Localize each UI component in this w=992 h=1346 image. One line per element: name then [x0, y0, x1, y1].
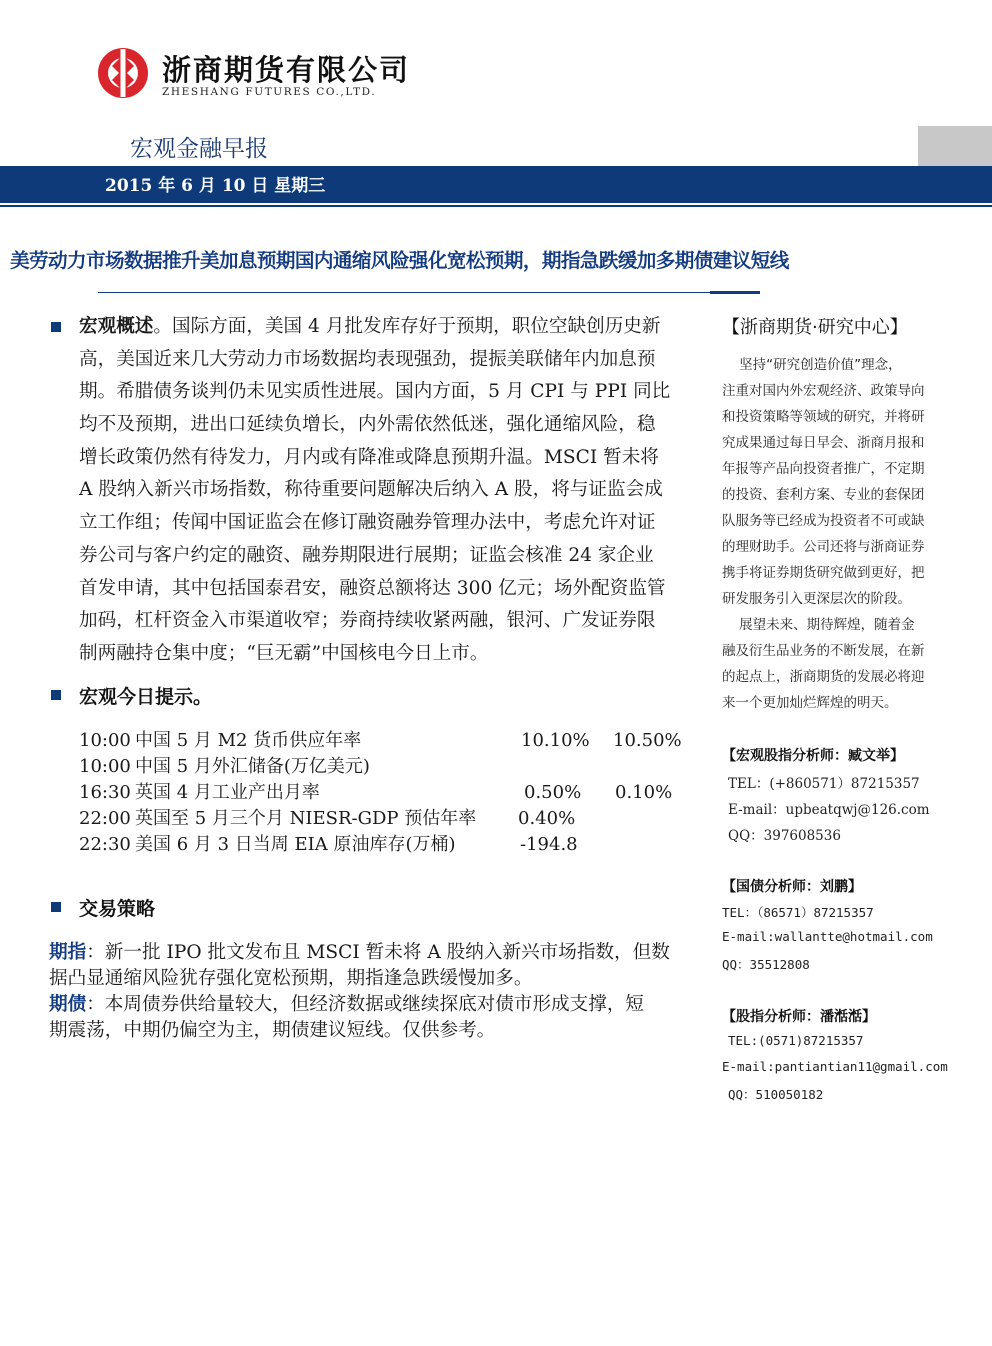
- strategy-index-futures: 期指：新一批 IPO 批文发布且 MSCI 暂未将 A 股纳入新兴市场指数，但数 据凸显通缩风险犹存强化宽松预期，期指逢急跌缓慢加多。: [49, 942, 670, 989]
- event-previous: 10.10%: [521, 730, 590, 751]
- overview-line: 首发申请，其中包括国泰君安，融资总额将达 300 亿元；场外配资监管: [79, 577, 666, 599]
- headline: 美劳动力市场数据推升美加息预期国内通缩风险强化宽松预期，期指急跌缓加多期债建议短线: [10, 249, 789, 272]
- divider: [98, 292, 710, 293]
- overview-line: 宏观概述。国际方面，美国 4 月批发库存好于预期，职位空缺创历史新: [79, 316, 661, 337]
- company-name-cn: 浙商期货有限公司: [162, 53, 411, 87]
- overview-line: 制两融持仓集中度；“巨无霸”中国核电今日上市。: [79, 642, 489, 664]
- overview-line: 均不及预期，进出口延续负增长，内外需依然低迷，强化通缩风险，稳: [79, 414, 656, 436]
- analyst-title: 【股指分析师：潘湉湉】: [722, 1009, 876, 1025]
- divider: [710, 291, 760, 294]
- event-forecast: 10.50%: [613, 730, 682, 751]
- analyst-qq: QQ：397608536: [728, 828, 841, 844]
- section-heading-today: 宏观今日提示。: [79, 686, 213, 708]
- research-center-intro: 坚持“研究创造价值”理念， 注重对国内外宏观经济、政策导向 和投资策略等领域的研究，并将研 究成果通过每日早会、浙商月报和 年报等产品向投资者推广，不定期 的投资、套利方案、专业的套保团 队服务等已经成为投资者不可或缺 的理财助手。公司还将与浙商证券 携手将证券期货研究做到更好，把 研发服务引入更深层次的阶段。 展望未来、期待辉煌，随着金 融及衍生品业务的不断发展，在新 的起点上，浙商期货的发展必将迎 来一个更加灿烂辉煌的明天。: [722, 357, 925, 711]
- event-name: 中国 5 月外汇储备(万亿美元): [135, 756, 370, 777]
- overview-heading: 宏观概述: [79, 316, 154, 337]
- bullet-icon: [51, 902, 61, 912]
- event-name: 英国 4 月工业产出月率: [135, 782, 320, 803]
- analyst-title: 【宏观股指分析师：臧文举】: [722, 748, 904, 764]
- overview-line: A 股纳入新兴市场指数，称待重要问题解决后纳入 A 股，将与证监会成: [79, 479, 663, 501]
- section-heading-strategy: 交易策略: [79, 898, 156, 920]
- analyst-email[interactable]: E-mail:wallantte@hotmail.com: [722, 929, 933, 944]
- bullet-icon: [51, 322, 61, 332]
- analyst-email[interactable]: E-mail:pantiantian11@gmail.com: [722, 1059, 948, 1074]
- research-center-heading: 【浙商期货·研究中心】: [722, 317, 908, 338]
- report-title: 宏观金融早报: [130, 136, 268, 162]
- strategy-bond-futures: 期债：本周债券供给量较大，但经济数据或继续探底对债市形成支撑，短 期震荡，中期仍偏空为主，期债建议短线。仅供参考。: [49, 994, 645, 1041]
- event-forecast: 0.10%: [615, 782, 673, 803]
- overview-line: 期。希腊债务谈判仍未见实质性进展。国内方面，5 月 CPI 与 PPI 同比: [79, 381, 671, 403]
- event-previous: 0.50%: [524, 782, 582, 803]
- analyst-email[interactable]: E-mail：upbeatqwj@126.com: [728, 802, 930, 818]
- macro-overview: [79, 311, 699, 671]
- company-logo-icon: [96, 46, 150, 100]
- analyst-tel: TEL：(+860571）87215357: [728, 776, 920, 792]
- decorative-block: [918, 126, 992, 166]
- analyst-title: 【国债分析师：刘鹏】: [722, 879, 862, 895]
- event-name: 英国至 5 月三个月 NIESR-GDP 预估年率: [135, 808, 477, 829]
- strategy-label: 期债: [49, 994, 87, 1015]
- overview-line: 立工作组；传闻中国证监会在修订融资融券管理办法中，考虑允许对证: [79, 512, 656, 534]
- event-name: 美国 6 月 3 日当周 EIA 原油库存(万桶): [135, 834, 456, 855]
- analyst-tel: TEL:(0571)87215357: [728, 1033, 864, 1048]
- overview-line: 高，美国近来几大劳动力市场数据均表现强劲，提振美联储年内加息预: [79, 348, 656, 370]
- analyst-qq: QQ：35512808: [722, 957, 810, 972]
- divider: [0, 205, 992, 207]
- event-time: 16:30: [79, 782, 131, 803]
- report-date: 2015 年 6 月 10 日 星期三: [105, 176, 326, 196]
- overview-line: 券公司与客户约定的融资、融券期限进行展期；证监会核准 24 家企业: [79, 544, 654, 566]
- bullet-icon: [51, 690, 61, 700]
- overview-line: 增长政策仍然有待发力，月内或有降准或降息预期升温。MSCI 暂未将: [79, 446, 659, 468]
- event-previous: -194.8: [520, 834, 578, 855]
- event-time: 22:30: [79, 834, 131, 855]
- company-name-en: ZHESHANG FUTURES CO.,LTD.: [162, 86, 377, 98]
- event-time: 10:00: [79, 756, 131, 777]
- event-previous: 0.40%: [518, 808, 576, 829]
- analyst-qq: QQ：510050182: [728, 1087, 824, 1102]
- analyst-tel: TEL：（86571）87215357: [722, 905, 874, 920]
- overview-line: 加码，杠杆资金入市渠道收窄；券商持续收紧两融，银河、广发证券限: [79, 610, 656, 632]
- event-name: 中国 5 月 M2 货币供应年率: [135, 730, 362, 751]
- strategy-label: 期指: [49, 942, 87, 963]
- event-time: 10:00: [79, 730, 131, 751]
- event-time: 22:00: [79, 808, 131, 829]
